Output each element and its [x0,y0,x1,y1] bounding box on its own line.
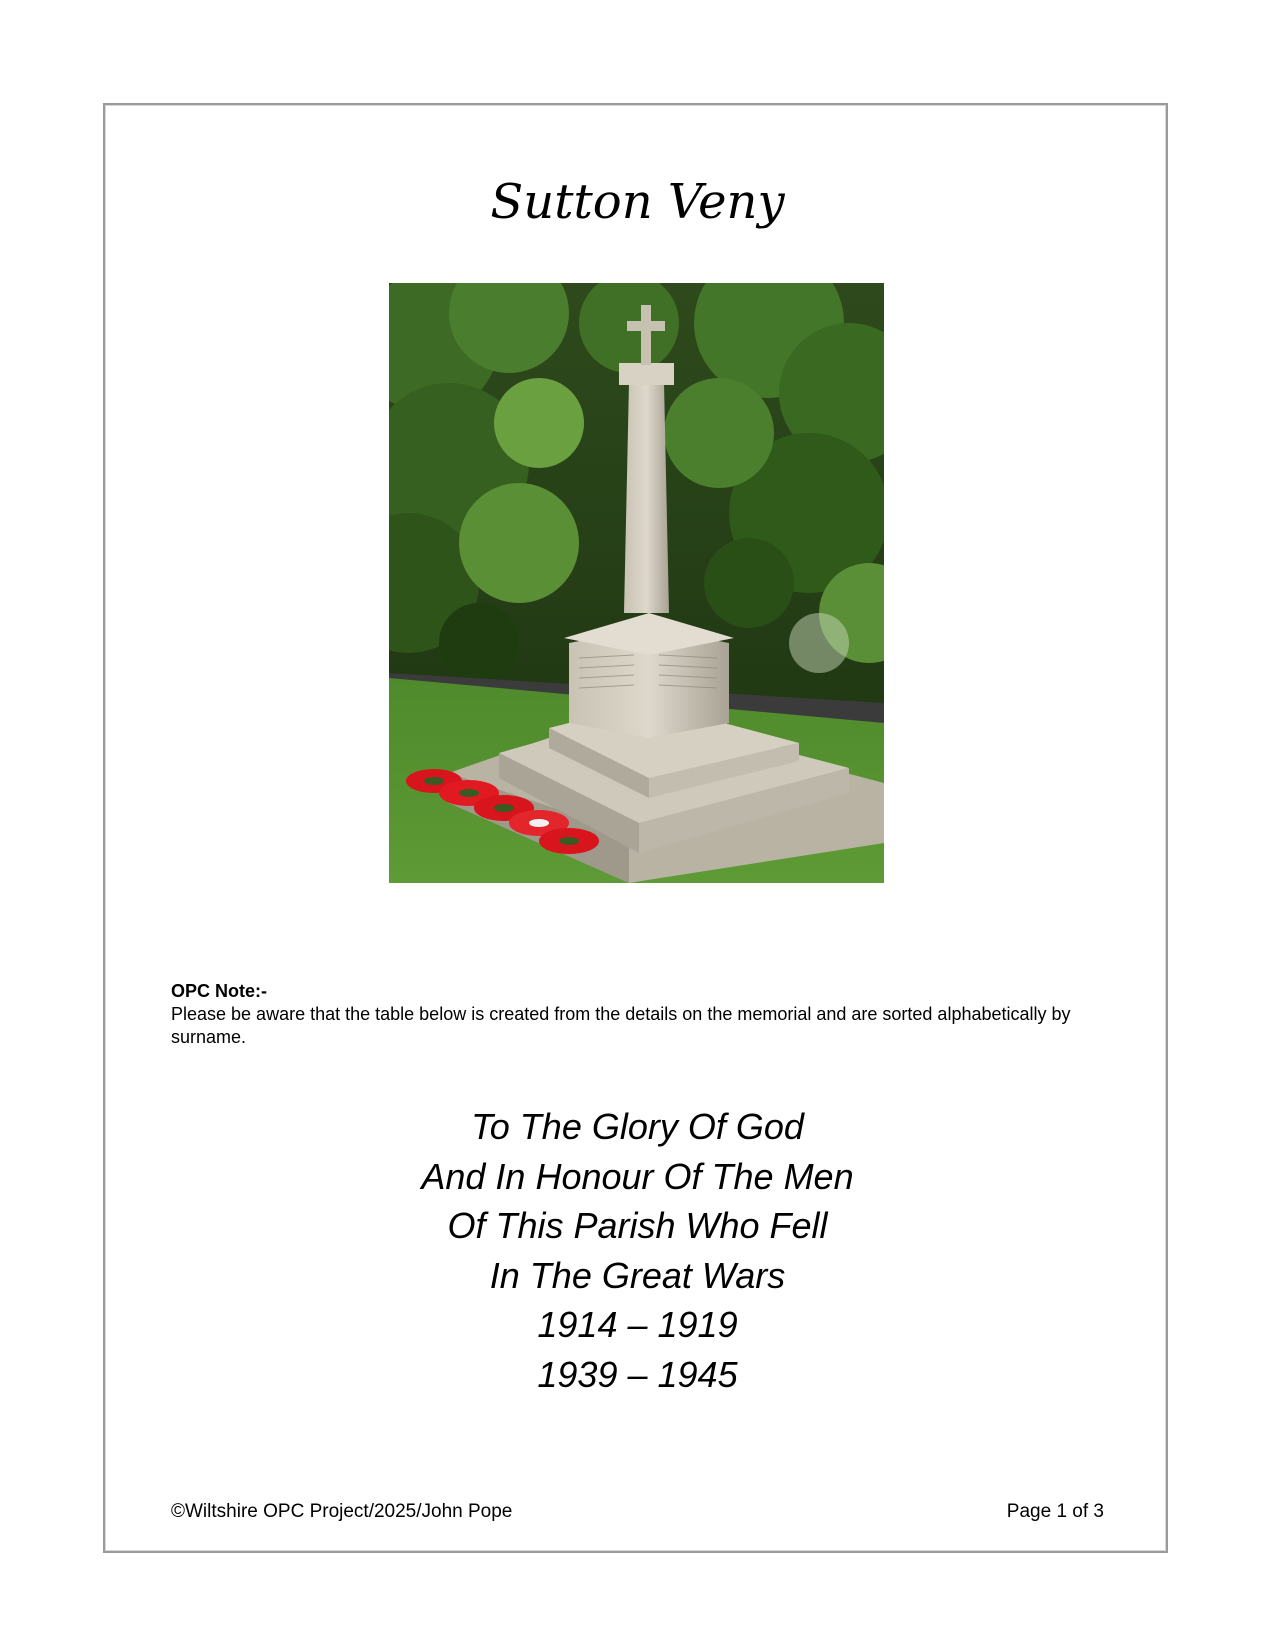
memorial-photo [389,283,884,883]
footer-copyright: ©Wiltshire OPC Project/2025/John Pope [171,1501,513,1522]
dedication-line: To The Glory Of God [471,1106,804,1147]
opc-note-heading: OPC Note:- [171,981,267,1001]
dedication-line: 1914 – 1919 [537,1304,738,1345]
dedication-text [0,1102,1275,1399]
footer-page-number: Page 1 of 3 [1006,1501,1104,1522]
dedication-line: 1939 – 1945 [537,1353,738,1395]
dedication-line: And In Honour Of The Men [421,1155,854,1197]
opc-note-body: Please be aware that the table below is created from the details on the memorial and are sorted alphabetically by surname. [171,1004,1071,1047]
opc-note [171,980,1101,1049]
dedication-line: In The Great Wars [489,1254,786,1296]
dedication-line: Of This Parish Who Fell [447,1205,828,1246]
document-title: Sutton Veny [490,174,785,230]
